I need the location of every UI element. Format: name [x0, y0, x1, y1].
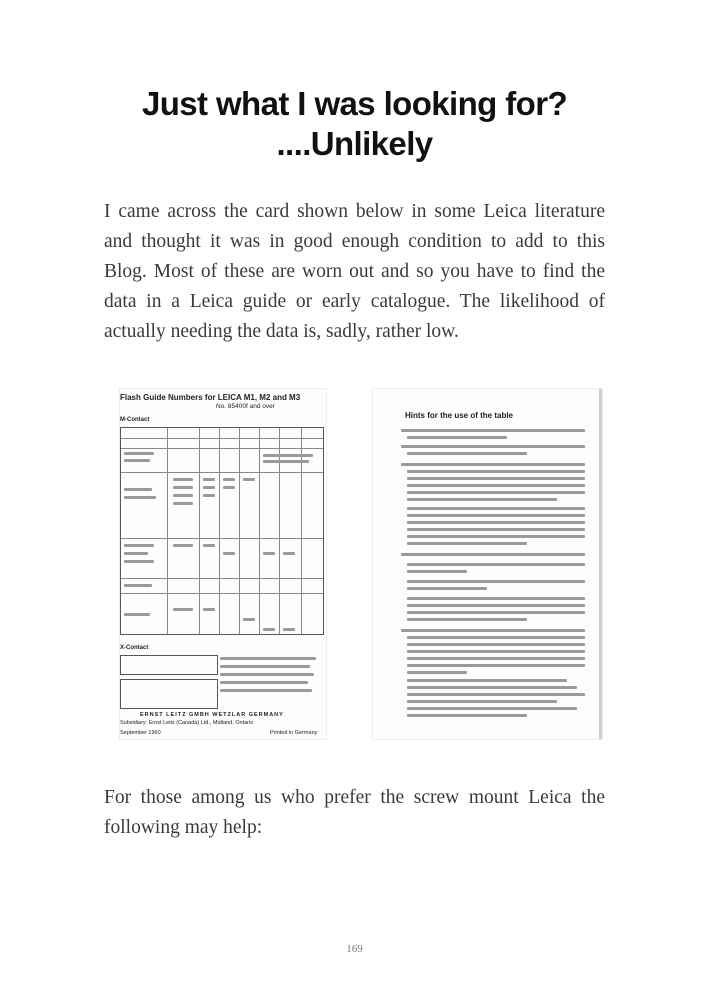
card-date: September 1960 — [120, 730, 161, 736]
flash-guide-card-image — [120, 389, 326, 739]
x-contact-label: X-Contact — [120, 645, 149, 651]
m-contact-label: M-Contact — [120, 417, 150, 423]
page-title — [100, 84, 609, 164]
guide-number-table — [120, 427, 324, 635]
printed-in: Printed in Germany — [270, 730, 318, 736]
x-contact-table-2 — [120, 679, 218, 709]
title-line-1: Just what I was looking for? — [141, 85, 568, 122]
hints-card-image — [373, 389, 602, 739]
title-line-2: ....Unlikely — [276, 125, 433, 162]
card-subtitle: No. 85400f and over — [216, 403, 275, 410]
intro-paragraph: I came across the card shown below in some Leica literature and thought it was in good enough condition to add to this Blog. Most of these are worn out and so you have to find the data in a Leica guide or early catalogue. The likelihood of actually needing the data is, sadly, rather low. — [104, 201, 605, 342]
card-edge — [599, 389, 602, 739]
page-number: 169 — [346, 943, 363, 955]
maker-line-2: Subsidiary: Ernst Leitz (Canada) Ltd., Midland, Ontario — [120, 720, 254, 726]
card-title: Flash Guide Numbers for LEICA M1, M2 and M3 — [120, 393, 301, 402]
hints-title: Hints for the use of the table — [405, 411, 514, 420]
x-contact-table — [120, 655, 218, 675]
maker-line-1: ERNST LEITZ GMBH WETZLAR GERMANY — [140, 712, 284, 718]
screw-mount-paragraph: For those among us who prefer the screw mount Leica the following may help: — [104, 787, 605, 838]
